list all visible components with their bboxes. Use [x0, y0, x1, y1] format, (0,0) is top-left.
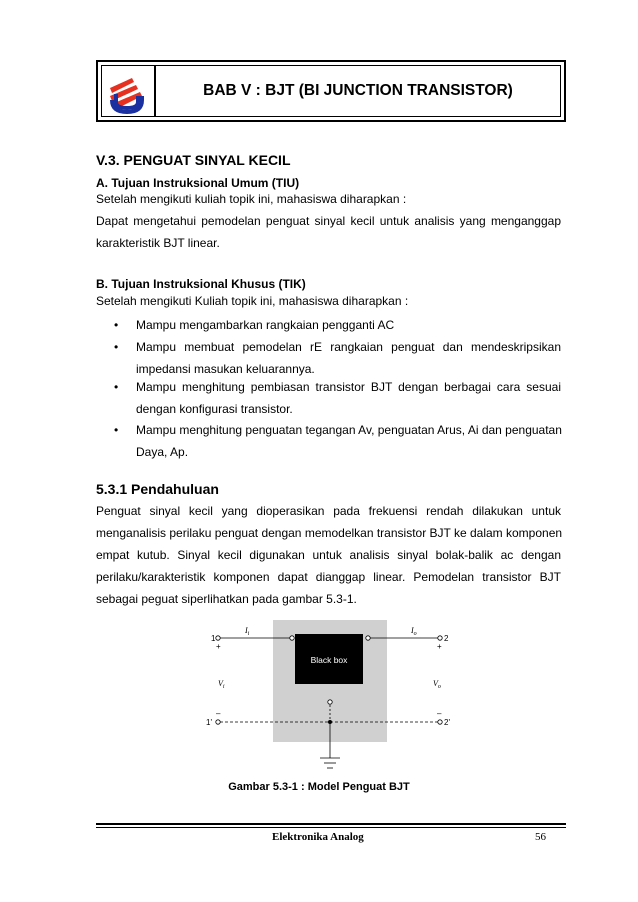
text-line: Mampu mengambarkan rangkaian pengganti AC	[136, 318, 395, 332]
text-line: Mampu menghitung pembiasan transistor BJT dengan berbagai cara sesuai	[136, 380, 561, 394]
minus-label: –	[216, 709, 221, 718]
figure-caption: Gambar 5.3-1 : Model Penguat BJT	[228, 781, 410, 793]
text-line: Dapat mengetahui pemodelan penguat sinyal kecil untuk analisis yang menganggap	[96, 214, 561, 228]
port-2-label: 2	[444, 634, 449, 643]
bullet-icon: •	[114, 423, 119, 437]
bullet-icon: •	[114, 340, 119, 354]
text-line: empat kutub. Sinyal kecil digunakan untuk analisis sinyal bolak-balik ac dengan	[96, 548, 561, 562]
text-line: Setelah mengikuti Kuliah topik ini, mahasiswa diharapkan :	[96, 294, 409, 308]
black-box-label: Black box	[310, 655, 348, 665]
output-current-label: $I_o$	[411, 626, 417, 637]
terminal-1-prime	[216, 720, 220, 724]
terminal-1	[216, 636, 220, 640]
chapter-title: BAB V : BJT (BI JUNCTION TRANSISTOR)	[203, 82, 513, 99]
ground-icon	[320, 758, 340, 768]
intro-paragraph	[96, 500, 561, 610]
bullet-icon: •	[114, 380, 119, 394]
text-line: sebagai peguat siperlihatkan pada gambar 5.3-1.	[96, 592, 357, 606]
port-2-prime-label: 2'	[444, 718, 450, 727]
subsection-title: 5.3.1 Pendahuluan	[96, 481, 219, 497]
tik-intro	[96, 290, 561, 312]
text-line: dengan konfigurasi transistor.	[136, 402, 293, 416]
footer-rule	[96, 827, 566, 828]
text-line: karakteristik BJT linear.	[96, 236, 220, 250]
chapter-header	[96, 60, 566, 122]
institution-logo-icon	[102, 66, 156, 116]
tik-heading: B. Tujuan Instruksional Khusus (TIK)	[96, 277, 306, 291]
input-voltage-label: $V_i$	[218, 679, 225, 690]
terminal-2	[438, 636, 442, 640]
two-port-model-diagram	[200, 620, 450, 780]
terminal-2-prime	[438, 720, 442, 724]
box-terminal-in	[290, 636, 294, 640]
box-terminal-common	[328, 700, 332, 704]
footer-rule	[96, 823, 566, 825]
bullet-icon: •	[114, 318, 119, 332]
text-line: Mampu membuat pemodelan rE rangkaian penguat dan mendeskripsikan	[136, 340, 561, 354]
output-voltage-label: $V_o$	[433, 679, 441, 690]
text-line: impedansi masukan keluarannya.	[136, 362, 315, 376]
plus-label: +	[216, 642, 221, 651]
text-line: menganalisis perilaku penguat dengan memodelkan transistor BJT ke dalam komponen	[96, 526, 563, 540]
text-line: Penguat sinyal kecil yang dioperasikan pada frekuensi rendah dilakukan untuk	[96, 504, 561, 518]
minus-label: –	[437, 709, 442, 718]
port-1-prime-label: 1'	[206, 718, 212, 727]
tiu-paragraph	[96, 188, 561, 254]
section-title: V.3. PENGUAT SINYAL KECIL	[96, 152, 291, 168]
tiu-heading: A. Tujuan Instruksional Umum (TIU)	[96, 176, 300, 190]
port-1-label: 1	[211, 634, 216, 643]
input-current-label: $I_i$	[245, 626, 250, 637]
text-line: Daya, Ap.	[136, 445, 189, 459]
plus-label: +	[437, 642, 442, 651]
text-line: Mampu menghitung penguatan tegangan Av, penguatan Arus, Ai dan penguatan	[136, 423, 562, 437]
text-line: perilaku/karakteristik komponen dapat dianggap linear. Pemodelan transistor BJT	[96, 570, 561, 584]
footer-title: Elektronika Analog	[272, 831, 364, 843]
page-number: 56	[535, 831, 546, 843]
text-line: Setelah mengikuti kuliah topik ini, mahasiswa diharapkan :	[96, 192, 407, 206]
box-terminal-out	[366, 636, 370, 640]
